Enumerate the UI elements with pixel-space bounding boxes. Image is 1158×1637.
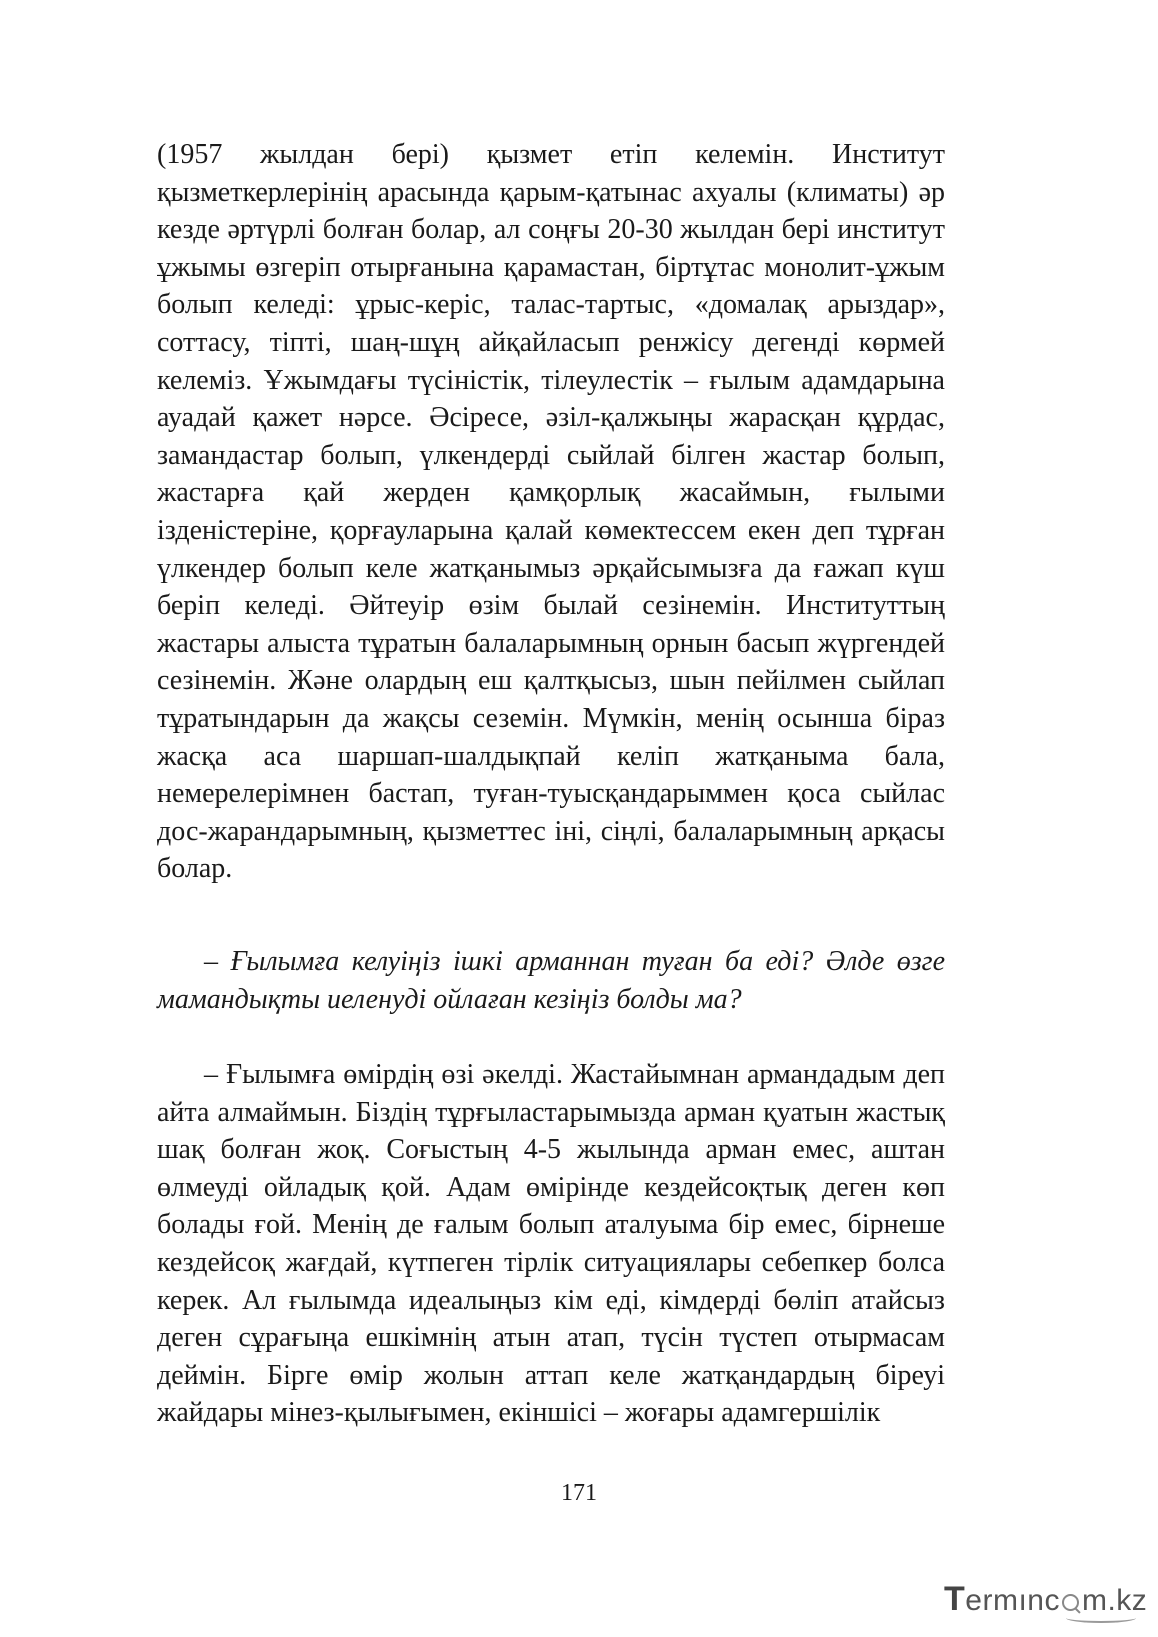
body-paragraph-2: – Ғылымға өмірдің өзі әкелді. Жастайымнан армандадым деп айта алмаймын. Біздің тұрғыластарымызда арман қуатын жастық шақ болған жоқ. Соғыстың 4-5 жылында арман емес, аштан өлмеуді ойладық қой. Адам өмірінде кездейсоқтық деген көп болады ғой. Менің де ғалым болып аталуыма бір емес, бірнеше кездейсоқ жағдай, күтпеген тірлік ситуациялары себепкер болса керек. Ал ғылымда идеалыңыз кім еді, кімдерді бөліп атайсыз деген сұрағыңа ешкімнің атын атап, түсін түстеп отырмасам деймін. Бірге өмір жолын аттап келе жатқандардың біреуі жайдары мінез-қылығымен, екіншісі – жоғары адамгершілік: [157, 1059, 945, 1429]
watermark-text-part-1: ermınc: [965, 1584, 1060, 1617]
page-number: 171: [561, 1480, 597, 1506]
watermark-swoosh: [1066, 1613, 1136, 1623]
interview-question: – Ғылымға келуіңіз ішкі арманнан туған ба еді? Әлде өзге мамандықты иеленуді ойлаған кезіңіз болды ма?: [157, 946, 945, 1015]
body-paragraph-1: (1957 жылдан бері) қызмет етіп келемін. Институт қызметкерлерінің арасында қарым-қатынас ахуалы (климаты) әр кезде әртүрлі болған болар, ал соңғы 20-30 жылдан бері институт ұжымы өзгеріп отырғанына қарамастан, біртұтас монолит-ұжым болып келеді: ұрыс-керіс, талас-тартыс, «домалақ арыздар», соттасу, тіпті, шаң-шұң айқайласып ренжісу дегенді көрмей келеміз. Ұжымдағы түсіністік, тілеулестік – ғылым адамдарына ауадай қажет нәрсе. Әсіресе, әзіл-қалжыңы жарасқан құрдас, замандастар болып, үлкендерді сыйлай білген жастар болып, жастарға қай жерден қамқорлық жасаймын, ғылыми ізденістеріне, қорғауларына қалай көмектессем екен деп тұрған үлкендер болып келе жатқанымыз әрқайсымызға да ғажап күш беріп келеді. Әйтеуір өзім былай сезінемін. Институттың жастары алыста тұратын балаларымның орнын басып жүргендей сезінемін. Және олардың еш қалтқысыз, шын пейілмен сыйлап тұратындарын да жақсы сеземін. Мүмкін, менің осынша біраз жасқа аса шаршап-шалдықпай келіп жатқаныма бала, немерелерімнен бастап, туған-туысқандарыммен қоса сыйлас дос-жарандарымның, қызметтес іні, сіңлі, балаларымның арқасы болар.: [157, 139, 945, 885]
termincom-watermark: [944, 1577, 1148, 1621]
watermark-text-part-2: m.kz: [1081, 1584, 1148, 1617]
search-icon: [1061, 1590, 1081, 1612]
watermark-letter-t: T: [944, 1580, 966, 1618]
